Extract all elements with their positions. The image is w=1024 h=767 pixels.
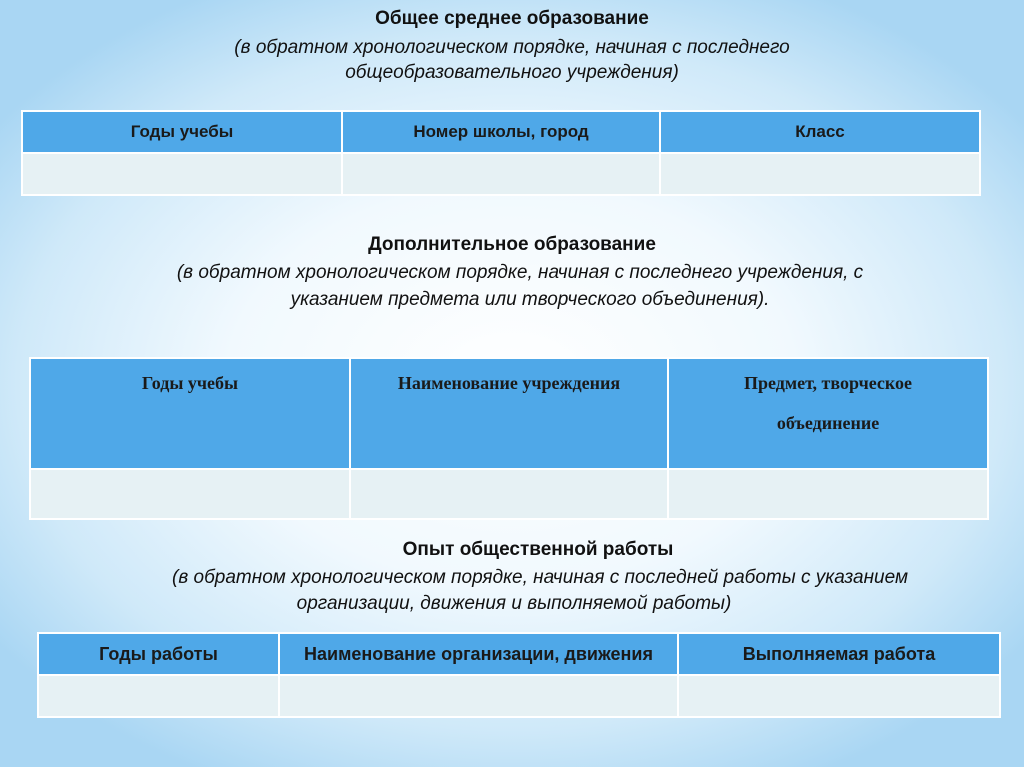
table-cell[interactable] xyxy=(38,675,279,717)
section-1-subtitle-line-1: (в обратном хронологическом порядке, начиная с последнего xyxy=(234,37,790,58)
column-header-subject: Предмет, творческое объединение xyxy=(668,358,988,469)
column-header-organization: Наименование организации, движения xyxy=(279,633,678,675)
column-header-years: Годы работы xyxy=(38,633,279,675)
table-header-row xyxy=(38,633,1000,675)
section-3-title: Опыт общественной работы xyxy=(402,539,674,560)
section-2-title: Дополнительное образование xyxy=(368,234,656,255)
column-header-school: Номер школы, город xyxy=(342,111,660,153)
section-3-subtitle-line-1: (в обратном хронологическом порядке, начиная с последней работы с указанием xyxy=(172,567,908,588)
table-row xyxy=(38,675,1000,717)
table-row xyxy=(30,469,988,519)
section-2-subtitle-line-1: (в обратном хронологическом порядке, начиная с последнего учреждения, с xyxy=(176,262,864,283)
column-header-work: Выполняемая работа xyxy=(678,633,1000,675)
additional-education-table xyxy=(29,357,989,520)
section-1-subtitle-line-2: общеобразовательного учреждения) xyxy=(345,62,679,83)
table-cell[interactable] xyxy=(668,469,988,519)
column-header-years: Годы учебы xyxy=(30,358,350,469)
table-cell[interactable] xyxy=(660,153,980,195)
column-header-years: Годы учебы xyxy=(22,111,342,153)
table-row xyxy=(22,153,980,195)
table-cell[interactable] xyxy=(350,469,668,519)
column-header-class: Класс xyxy=(660,111,980,153)
table-cell[interactable] xyxy=(30,469,350,519)
table-cell[interactable] xyxy=(279,675,678,717)
section-3-subtitle-line-2: организации, движения и выполняемой работы) xyxy=(296,593,732,614)
table-cell[interactable] xyxy=(22,153,342,195)
table-header-row xyxy=(30,358,988,469)
table-cell[interactable] xyxy=(342,153,660,195)
table-cell[interactable] xyxy=(678,675,1000,717)
social-work-table xyxy=(37,632,1001,718)
general-education-table xyxy=(21,110,981,196)
section-2-subtitle-line-2: указанием предмета или творческого объединения). xyxy=(290,289,770,310)
column-header-institution: Наименование учреждения xyxy=(350,358,668,469)
section-1-title: Общее среднее образование xyxy=(375,8,649,29)
table-header-row xyxy=(22,111,980,153)
